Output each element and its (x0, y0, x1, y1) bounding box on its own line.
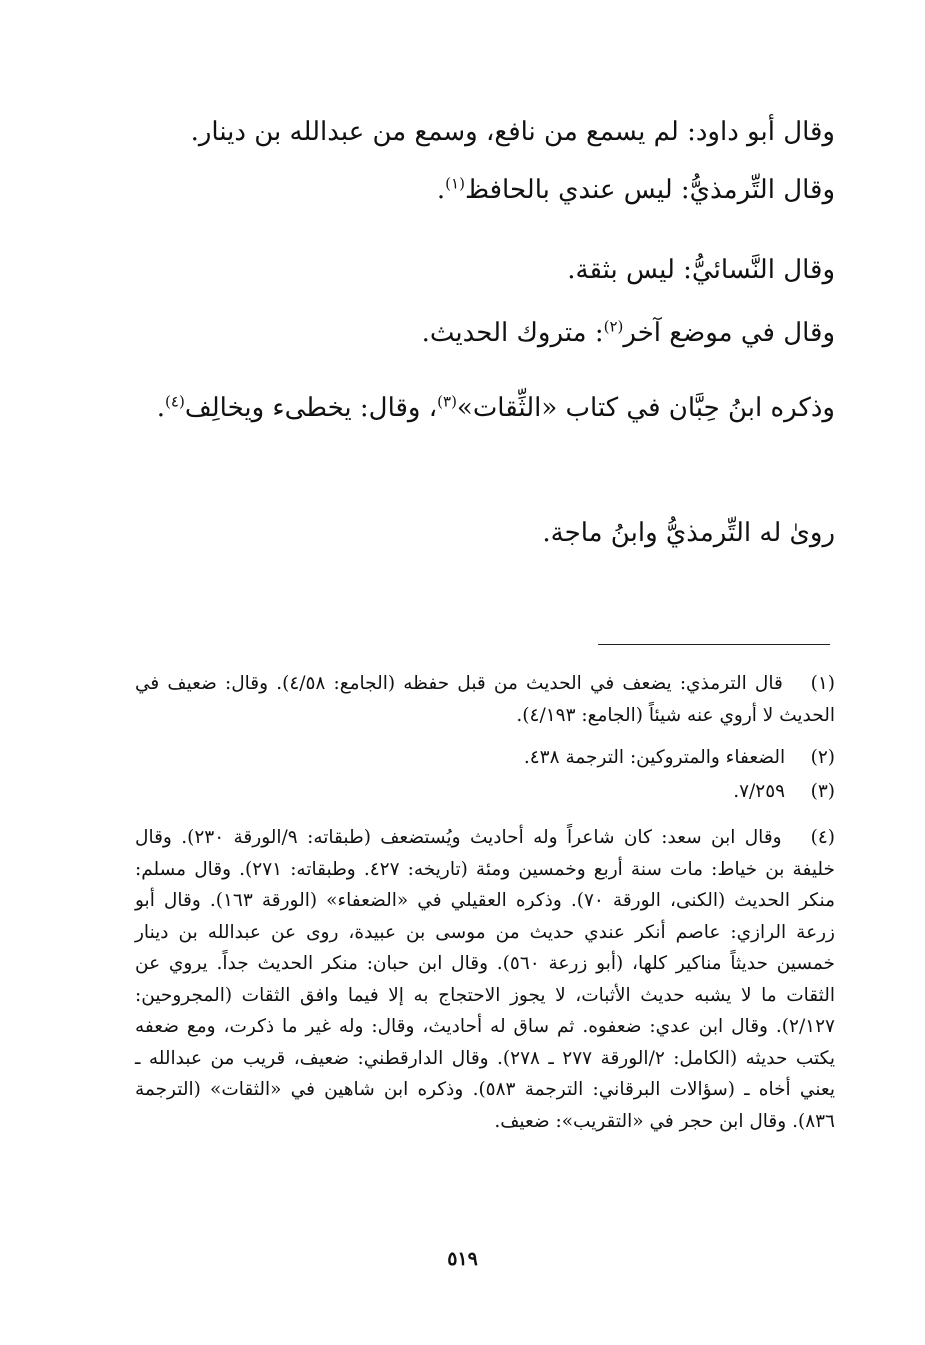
line-end: : متروك الحديث. (421, 318, 604, 348)
footnote-text: قال الترمذي: يضعف في الحديث من قبل حفظه (الجامع: ٤/٥٨). وقال: ضعيف في الحديث لا أروي عنه شيئاً (الجامع: ٤/١٩٣). (135, 673, 835, 726)
line-text: وقال في موضع آخر (623, 318, 835, 348)
text-para-ibn-hibban (135, 382, 835, 434)
line-text: روىٰ له التِّرمذيُّ وابنُ ماجة. (542, 518, 835, 548)
footnote-ref[interactable]: (٢) (603, 317, 624, 336)
footnote-separator (598, 644, 830, 645)
para-end: . (156, 393, 166, 423)
text-line-tirmidhi (437, 170, 835, 210)
footnote-text: وقال ابن سعد: كان شاعراً وله أحاديث ويُستضعف (طبقاته: ٩/الورقة ٢٣٠). وقال خليفة بن خياط: مات سنة أربع وخمسين ومئة (تاريخه: ٤٢٧. وطبقاته: ٢٧١). وقال مسلم: منكر الحديث (الكنى، الورقة ٧٠). وذكره العقيلي في «الضعفاء» (الورقة ١٦٣). وقال أبو زرعة الرازي: عاصم أنكر عندي حديث من موسى بن عبيدة، روى عن عبدالله بن دينار خمسين حديثاً مناكير كلها، (أبو زرعة ٥٦٠). وقال ابن حبان: منكر الحديث جداً. يروي عن الثقات ما لا يشبه حديث الأثبات، لا يجوز الاحتجاج به إلا فيما وافق الثقات (المجروحين: ٢/١٢٧). وقال ابن عدي: ضعفوه. ثم ساق له أحاديث، وقال: وله غير ما ذكرت، ومع ضعفه يكتب حديثه (الكامل: ٢/الورقة ٢٧٧ ـ ٢٧٨). وقال الدارقطني: ضعيف، قريب من عبدالله ـ يعني أخاه ـ (سؤالات البرقاني: الترجمة ٥٨٣). وذكره ابن شاهين في «الثقات» (الترجمة ٨٣٦). وقال ابن حجر في «التقريب»: ضعيف. (135, 827, 835, 1132)
footnote-number: (٣) (810, 781, 835, 802)
footnote-ref[interactable]: (٣) (437, 392, 457, 411)
para-mid: ، وقال: يخطىء ويخالِف (184, 393, 438, 423)
line-text: وقال النَّسائيُّ: ليس بثقة. (567, 255, 835, 285)
footnote-ref[interactable]: (٤) (165, 392, 185, 411)
footnote-text: ٧/٢٥٩. (733, 781, 786, 802)
para-text: وذكره ابنُ حِبَّان في كتاب «الثِّقات» (456, 393, 835, 423)
footnote-2 (135, 742, 835, 774)
footnote-1 (135, 668, 835, 731)
line-end: . (436, 175, 446, 205)
footnote-number: (١) (810, 673, 835, 694)
text-line-rawa (542, 513, 835, 553)
footnote-ref[interactable]: (١) (445, 174, 465, 193)
line-text: وقال التِّرمذيُّ: ليس عندي بالحافظ (464, 175, 835, 205)
text-line-abu-dawud (191, 112, 835, 152)
footnote-text: الضعفاء والمتروكين: الترجمة ٤٣٨. (523, 747, 786, 768)
page-number: ٥١٩ (447, 1248, 478, 1270)
text-line-matruk (422, 313, 835, 353)
footnote-number: (٢) (810, 747, 835, 768)
footnote-3 (135, 776, 835, 808)
text-line-nasai (567, 250, 835, 290)
footnote-number: (٤) (810, 827, 835, 848)
line-text: وقال أبو داود: لم يسمع من نافع، وسمع من عبدالله بن دينار. (190, 117, 835, 147)
footnote-4 (135, 822, 835, 1137)
